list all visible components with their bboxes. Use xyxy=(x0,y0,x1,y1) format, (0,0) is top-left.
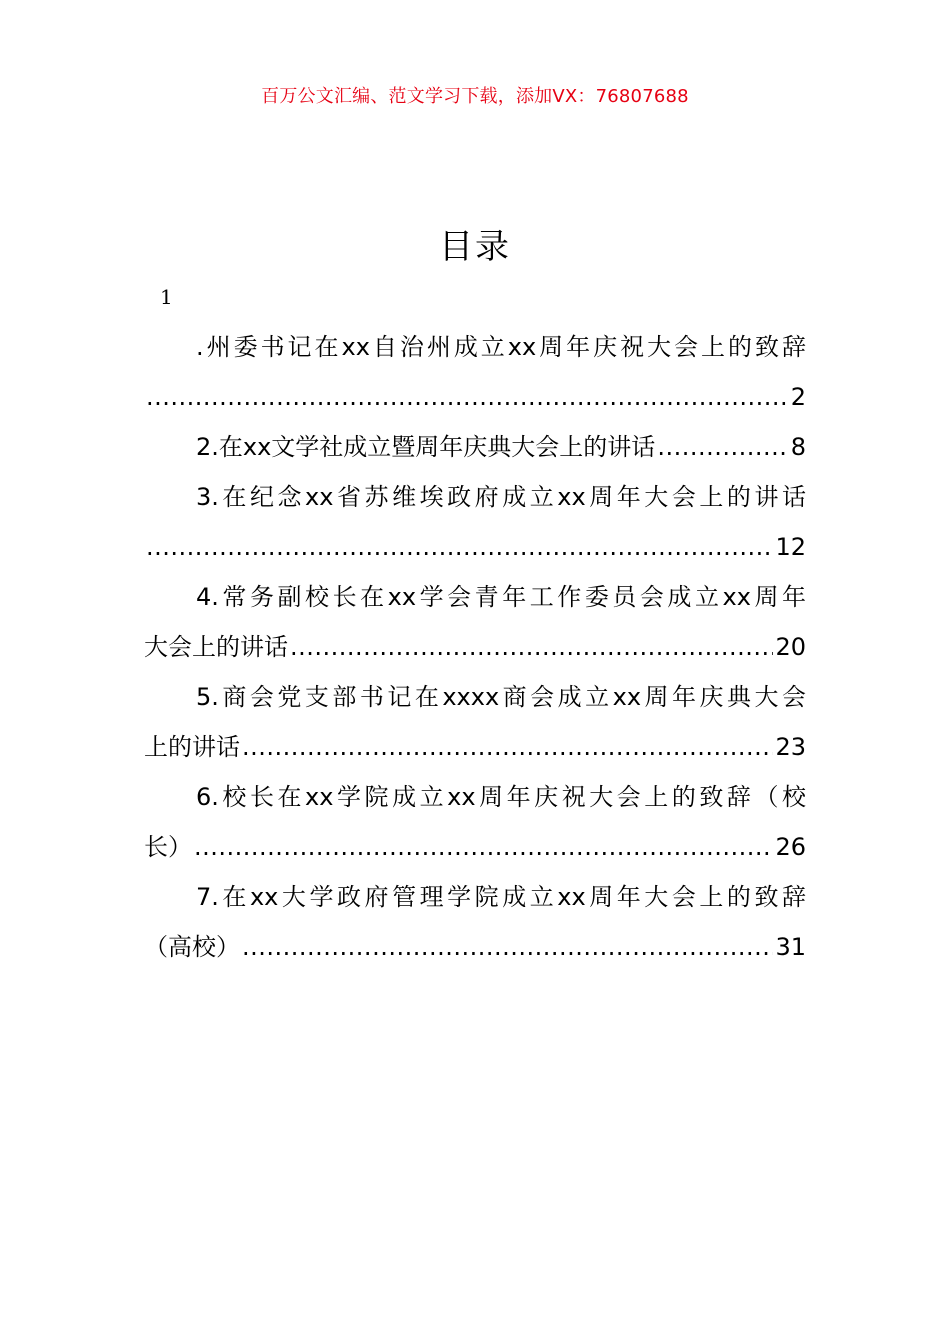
toc-entry-line xyxy=(144,772,806,822)
toc-entry-line xyxy=(144,522,806,572)
toc-entry-title-continued: 上的讲话 xyxy=(144,733,240,761)
toc-page-number: 2 xyxy=(790,383,806,411)
toc-entry[interactable] xyxy=(144,572,806,672)
toc-entry-line xyxy=(144,322,806,372)
toc-entry-title-continued: （高校） xyxy=(144,933,240,961)
header-note: 百万公文汇编、范文学习下载，添加VX：76807688 xyxy=(261,86,689,107)
toc-entry-title: 6.校长在xx学院成立xx周年庆祝大会上的致辞（校 xyxy=(196,783,806,811)
toc-entry-title: 7.在xx大学政府管理学院成立xx周年大会上的致辞 xyxy=(196,883,806,911)
toc-page-number: 20 xyxy=(775,633,806,661)
toc-entry-line xyxy=(144,672,806,722)
toc-entry-title: 2.在xx文学社成立暨周年庆典大会上的讲话 xyxy=(196,433,656,461)
toc-entry[interactable] xyxy=(144,322,806,422)
toc-entry-line xyxy=(144,922,806,972)
toc-entry-title: 5.商会党支部书记在xxxx商会成立xx周年庆典大会 xyxy=(196,683,806,711)
toc-entry[interactable] xyxy=(144,472,806,572)
dot-leader xyxy=(146,372,789,422)
toc-entry-title-continued: 大会上的讲话 xyxy=(144,633,288,661)
table-of-contents xyxy=(144,322,806,972)
page-title: 目录 xyxy=(439,227,511,267)
toc-entry-line xyxy=(144,822,806,872)
toc-page-number: 23 xyxy=(775,733,806,761)
toc-page-number: 31 xyxy=(775,933,806,961)
toc-entry-line xyxy=(144,722,806,772)
dot-leader xyxy=(657,422,788,472)
toc-entry[interactable] xyxy=(144,422,806,472)
toc-entry-title: .州委书记在xx自治州成立xx周年庆祝大会上的致辞 xyxy=(196,333,806,361)
toc-entry[interactable] xyxy=(144,672,806,772)
dot-leader xyxy=(242,722,773,772)
dot-leader xyxy=(290,622,773,672)
toc-entry-title-continued: 长） xyxy=(144,833,192,861)
toc-entry-line xyxy=(144,622,806,672)
dot-leader xyxy=(194,822,773,872)
toc-page-number: 8 xyxy=(790,433,806,461)
toc-page-number: 12 xyxy=(775,533,806,561)
toc-entry[interactable] xyxy=(144,872,806,972)
toc-entry-title: 3.在纪念xx省苏维埃政府成立xx周年大会上的讲话 xyxy=(196,483,806,511)
toc-entry-line xyxy=(144,572,806,622)
toc-entry-line xyxy=(144,422,806,472)
toc-entry-line xyxy=(144,872,806,922)
toc-entry-title: 4.常务副校长在xx学会青年工作委员会成立xx周年 xyxy=(196,583,806,611)
dot-leader xyxy=(242,922,773,972)
toc-page-number: 26 xyxy=(775,833,806,861)
page-marker: 1 xyxy=(160,285,173,309)
toc-entry-line xyxy=(144,472,806,522)
toc-entry[interactable] xyxy=(144,772,806,872)
toc-entry-line xyxy=(144,372,806,422)
dot-leader xyxy=(146,522,773,572)
